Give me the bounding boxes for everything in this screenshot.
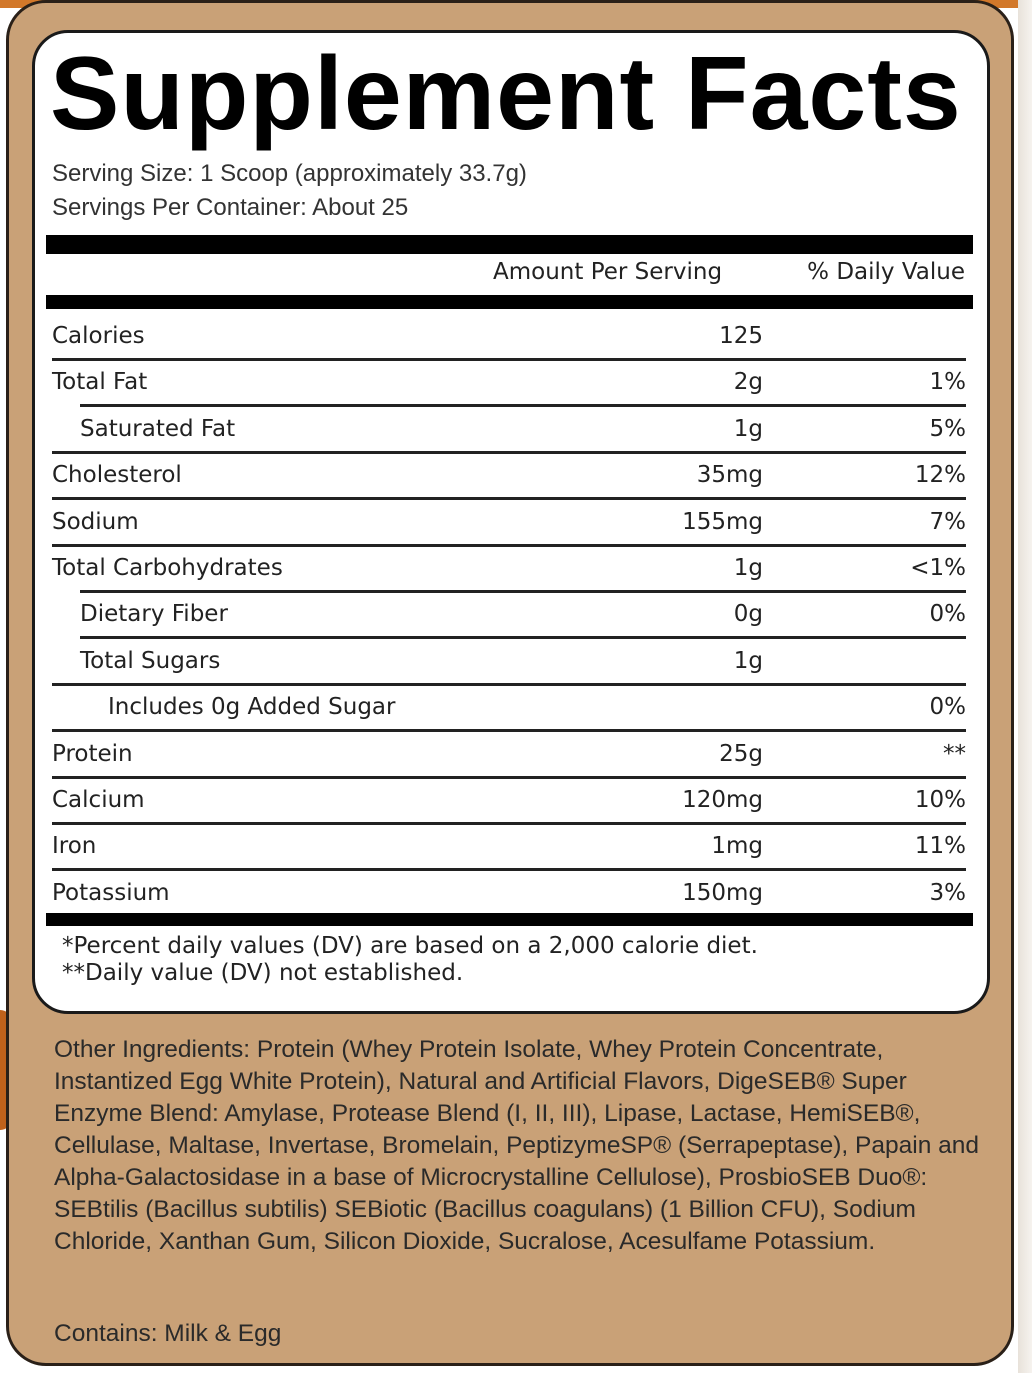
nutrient-daily-value: <1% bbox=[910, 555, 966, 581]
nutrient-amount: 1g bbox=[733, 415, 763, 442]
thick-rule-top bbox=[46, 235, 973, 254]
nutrient-daily-value: 3% bbox=[929, 879, 966, 906]
nutrient-daily-value: 10% bbox=[914, 787, 966, 813]
supplement-facts-title: Supplement Facts bbox=[50, 36, 962, 152]
nutrient-row bbox=[52, 825, 966, 871]
nutrient-row bbox=[52, 733, 966, 779]
other-ingredients: Other Ingredients: Protein (Whey Protein Isolate, Whey Protein Concentrate, Instantized Egg White Protein), Natural and Artificial Flavors, DigeSEB® Super Enzyme Blend: Amylase, Protease Blend (I, II, III), Lipase, Lactase, HemiSEB®, Cellulase, Maltase, Invertase, Bromelain, PeptizymeSP® (Serrapeptase), Papain and Alpha-Galactosidase in a base of Microcrystalline Cellulose), ProsbioSEB Duo®: SEBtilis (Bacillus subtilis) SEBiotic (Bacillus coagulans) (1 Billion CFU), Sodium Chloride, Xanthan Gum, Silicon Dioxide, Sucralose, Acesulfame Potassium. bbox=[54, 1036, 980, 1255]
nutrient-name: Total Sugars bbox=[80, 647, 221, 674]
nutrient-amount: 35mg bbox=[696, 462, 763, 489]
nutrient-name: Total Fat bbox=[52, 369, 148, 396]
nutrient-amount: 1g bbox=[733, 555, 763, 581]
serving-size: Serving Size: 1 Scoop (approximately 33.7g) bbox=[52, 160, 527, 187]
thick-rule-bottom bbox=[46, 913, 973, 926]
nutrient-name: Calories bbox=[52, 323, 145, 349]
nutrient-name: Potassium bbox=[52, 879, 170, 906]
nutrient-amount: 0g bbox=[733, 601, 763, 628]
nutrient-name: Saturated Fat bbox=[80, 415, 236, 442]
daily-value-header: % Daily Value bbox=[807, 259, 965, 285]
nutrient-row bbox=[52, 501, 966, 547]
nutrient-row bbox=[52, 779, 966, 825]
nutrient-row bbox=[52, 593, 966, 639]
nutrient-row bbox=[52, 315, 966, 361]
nutrient-row bbox=[52, 454, 966, 500]
nutrient-amount: 2g bbox=[733, 369, 763, 396]
nutrient-daily-value: 12% bbox=[914, 462, 966, 489]
nutrient-name: Includes 0g Added Sugar bbox=[108, 694, 396, 721]
nutrient-name: Calcium bbox=[52, 787, 145, 813]
nutrient-amount: 1mg bbox=[711, 833, 763, 860]
nutrient-daily-value: ** bbox=[943, 740, 966, 767]
footnote-dv-not-established: **Daily value (DV) not established. bbox=[62, 960, 464, 986]
amount-per-serving-header: Amount Per Serving bbox=[493, 259, 723, 285]
nutrient-row bbox=[52, 547, 966, 593]
nutrient-name: Protein bbox=[52, 740, 133, 767]
nutrient-daily-value: 11% bbox=[914, 833, 966, 860]
nutrient-row bbox=[52, 686, 966, 732]
nutrient-amount: 150mg bbox=[682, 879, 763, 906]
nutrient-amount: 125 bbox=[719, 323, 763, 349]
nutrient-daily-value: 5% bbox=[929, 415, 966, 442]
nutrient-row bbox=[52, 640, 966, 686]
package-edge-right bbox=[1018, 0, 1032, 1373]
servings-per-container: Servings Per Container: About 25 bbox=[52, 194, 409, 221]
nutrient-row bbox=[52, 361, 966, 407]
allergen-contains: Contains: Milk & Egg bbox=[54, 1320, 282, 1347]
nutrient-amount: 1g bbox=[733, 647, 763, 674]
nutrient-amount: 155mg bbox=[682, 508, 763, 535]
thick-rule-header bbox=[46, 295, 973, 309]
nutrient-name: Iron bbox=[52, 833, 97, 860]
nutrient-name: Sodium bbox=[52, 508, 139, 535]
nutrient-name: Total Carbohydrates bbox=[52, 555, 283, 581]
nutrient-name: Cholesterol bbox=[52, 462, 182, 489]
footnote-percent-dv: *Percent daily values (DV) are based on a 2,000 calorie diet. bbox=[62, 933, 758, 959]
nutrient-row bbox=[52, 872, 966, 918]
nutrient-daily-value: 0% bbox=[929, 694, 966, 721]
nutrient-daily-value: 0% bbox=[929, 601, 966, 628]
nutrient-name: Dietary Fiber bbox=[80, 601, 228, 628]
nutrient-amount: 120mg bbox=[682, 787, 763, 813]
nutrient-row bbox=[52, 408, 966, 454]
nutrient-daily-value: 7% bbox=[929, 508, 966, 535]
nutrient-amount: 25g bbox=[719, 740, 763, 767]
nutrient-daily-value: 1% bbox=[929, 369, 966, 396]
